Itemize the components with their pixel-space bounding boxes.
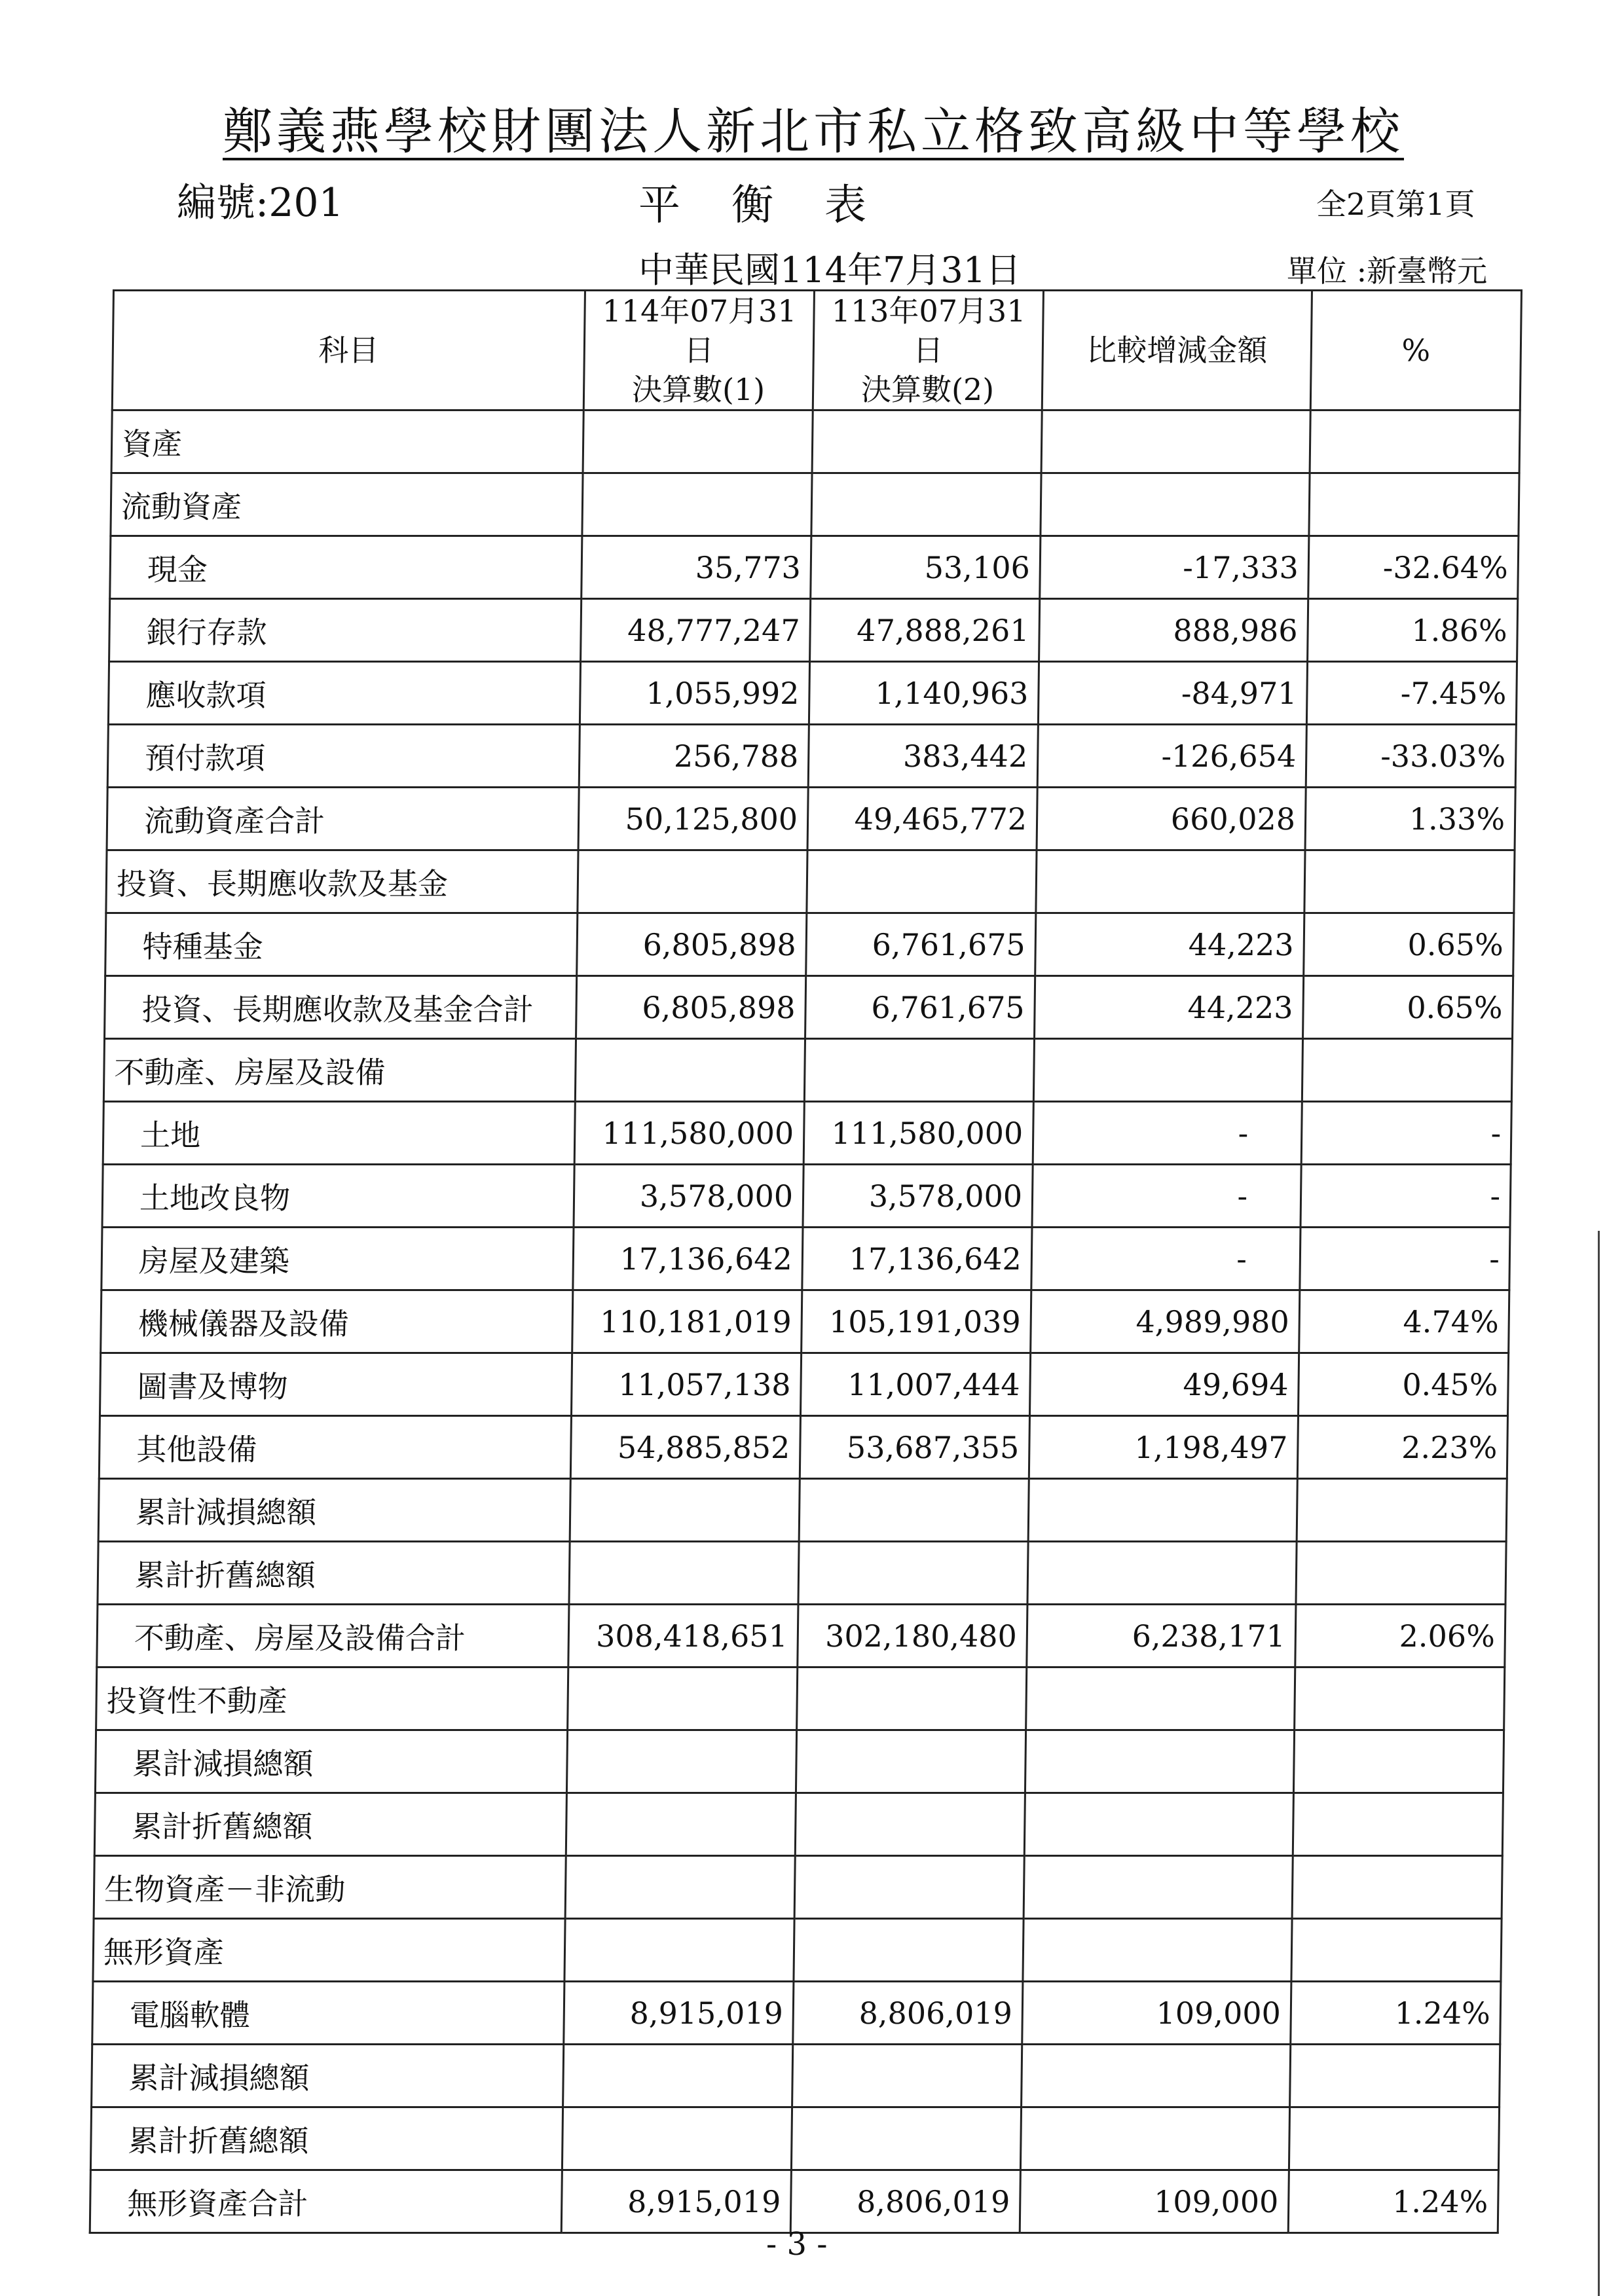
account-label: 其他設備 bbox=[99, 1416, 571, 1479]
account-label: 投資、長期應收款及基金合計 bbox=[105, 976, 577, 1039]
change-percent bbox=[1304, 850, 1515, 913]
balance-sheet-table bbox=[89, 289, 1522, 2234]
change-amount: 44,223 bbox=[1035, 913, 1304, 976]
value-2024 bbox=[794, 1856, 1024, 1919]
table-row bbox=[106, 850, 1515, 913]
change-amount: 660,028 bbox=[1037, 788, 1306, 850]
change-percent bbox=[1289, 2107, 1499, 2170]
value-2024: 47,888,261 bbox=[810, 599, 1040, 662]
account-label: 銀行存款 bbox=[109, 599, 581, 662]
account-label: 土地改良物 bbox=[102, 1165, 574, 1228]
account-label: 累計減損總額 bbox=[92, 2045, 564, 2107]
table-row bbox=[96, 1667, 1505, 1730]
value-2025 bbox=[565, 1856, 795, 1919]
value-2024 bbox=[794, 1919, 1024, 1982]
value-2024: 8,806,019 bbox=[790, 2170, 1020, 2233]
document-title: 鄭義燕學校財團法人新北市私立格致高級中等學校 bbox=[223, 102, 1404, 160]
change-percent: -32.64% bbox=[1308, 536, 1519, 599]
currency-unit: 單位 :新臺幣元 bbox=[1287, 253, 1488, 289]
change-amount: 44,223 bbox=[1035, 976, 1304, 1039]
account-label: 機械儀器及設備 bbox=[101, 1290, 573, 1353]
table-row bbox=[92, 1982, 1501, 2045]
change-amount: 888,986 bbox=[1039, 599, 1308, 662]
change-amount bbox=[1041, 410, 1310, 473]
account-label: 流動資產 bbox=[111, 473, 583, 536]
page-count: 全2頁第1頁 bbox=[1316, 187, 1475, 222]
value-2025: 48,777,247 bbox=[581, 599, 811, 662]
change-amount bbox=[1028, 1479, 1297, 1542]
change-percent bbox=[1295, 1667, 1505, 1730]
account-label: 投資、長期應收款及基金 bbox=[106, 850, 578, 913]
value-2025: 1,055,992 bbox=[580, 662, 809, 725]
change-percent bbox=[1290, 2045, 1500, 2107]
table-row bbox=[105, 976, 1513, 1039]
change-percent: -7.45% bbox=[1306, 662, 1517, 725]
value-2024: 49,465,772 bbox=[807, 788, 1037, 850]
table-row bbox=[97, 1605, 1505, 1667]
change-amount: - bbox=[1031, 1228, 1301, 1290]
change-amount bbox=[1041, 473, 1310, 536]
value-2025: 35,773 bbox=[581, 536, 811, 599]
change-percent: 0.65% bbox=[1303, 976, 1513, 1039]
change-amount bbox=[1024, 1793, 1293, 1856]
account-label: 累計減損總額 bbox=[98, 1479, 570, 1542]
change-percent bbox=[1310, 410, 1520, 473]
change-amount: -126,654 bbox=[1037, 725, 1306, 788]
value-2024: 6,761,675 bbox=[805, 976, 1035, 1039]
value-2025 bbox=[566, 1793, 796, 1856]
table-row bbox=[111, 473, 1519, 536]
table-row bbox=[95, 1730, 1504, 1793]
column-header: 科目 bbox=[112, 291, 585, 410]
value-2024: 1,140,963 bbox=[809, 662, 1039, 725]
table-row bbox=[102, 1165, 1511, 1228]
change-percent: 0.45% bbox=[1298, 1353, 1508, 1416]
value-2025 bbox=[563, 2045, 793, 2107]
account-label: 特種基金 bbox=[105, 913, 578, 976]
table-body bbox=[90, 410, 1520, 2233]
change-amount: -84,971 bbox=[1038, 662, 1307, 725]
value-2024 bbox=[798, 1542, 1028, 1605]
value-2025 bbox=[575, 1039, 805, 1102]
report-date: 中華民國114年7月31日 bbox=[638, 249, 1022, 291]
change-percent bbox=[1292, 1856, 1502, 1919]
table-row bbox=[100, 1353, 1508, 1416]
table-row bbox=[111, 410, 1520, 473]
table-row bbox=[94, 1856, 1502, 1919]
table-row bbox=[101, 1228, 1510, 1290]
change-percent: -33.03% bbox=[1306, 725, 1516, 788]
change-amount bbox=[1022, 2045, 1291, 2107]
change-percent: - bbox=[1301, 1102, 1511, 1165]
change-percent bbox=[1291, 1919, 1502, 1982]
change-amount: 1,198,497 bbox=[1029, 1416, 1298, 1479]
value-2025 bbox=[566, 1730, 796, 1793]
account-label: 無形資產 bbox=[93, 1919, 565, 1982]
account-label: 投資性不動產 bbox=[96, 1667, 568, 1730]
table-row bbox=[107, 788, 1515, 850]
table-row bbox=[107, 725, 1516, 788]
value-2025 bbox=[583, 410, 813, 473]
value-2024 bbox=[795, 1793, 1025, 1856]
change-percent bbox=[1309, 473, 1519, 536]
change-percent bbox=[1296, 1542, 1506, 1605]
table-row bbox=[92, 2045, 1500, 2107]
table-row bbox=[101, 1290, 1509, 1353]
value-2025: 111,580,000 bbox=[574, 1102, 804, 1165]
change-amount: 49,694 bbox=[1029, 1353, 1299, 1416]
account-label: 現金 bbox=[110, 536, 582, 599]
value-2024 bbox=[812, 410, 1042, 473]
change-amount bbox=[1025, 1730, 1294, 1793]
column-header: 114年07月31日 決算數(1) bbox=[583, 291, 814, 410]
table-row bbox=[98, 1542, 1506, 1605]
value-2025: 17,136,642 bbox=[573, 1228, 803, 1290]
value-2024: 3,578,000 bbox=[803, 1165, 1033, 1228]
value-2024 bbox=[807, 850, 1037, 913]
table-row bbox=[98, 1479, 1507, 1542]
account-label: 圖書及博物 bbox=[100, 1353, 572, 1416]
page-number: - 3 - bbox=[766, 2226, 828, 2263]
change-percent: - bbox=[1301, 1165, 1511, 1228]
table-row bbox=[103, 1039, 1512, 1102]
change-amount bbox=[1036, 850, 1305, 913]
table-row bbox=[110, 536, 1519, 599]
change-amount: 109,000 bbox=[1020, 2170, 1289, 2233]
table-header-row bbox=[112, 291, 1521, 410]
change-percent: 2.23% bbox=[1297, 1416, 1507, 1479]
value-2024: 11,007,444 bbox=[800, 1353, 1030, 1416]
table-row bbox=[109, 599, 1518, 662]
change-amount: 6,238,171 bbox=[1027, 1605, 1296, 1667]
account-label: 電腦軟體 bbox=[92, 1982, 564, 2045]
sheet-title: 平衡表 bbox=[638, 181, 917, 230]
change-amount bbox=[1027, 1542, 1297, 1605]
change-percent: 1.86% bbox=[1308, 599, 1518, 662]
change-percent bbox=[1297, 1479, 1507, 1542]
value-2025: 54,885,852 bbox=[570, 1416, 800, 1479]
binding-edge-line bbox=[1598, 1231, 1600, 2296]
value-2024: 383,442 bbox=[808, 725, 1038, 788]
value-2025: 11,057,138 bbox=[571, 1353, 801, 1416]
table-row bbox=[99, 1416, 1507, 1479]
account-label: 累計折舊總額 bbox=[94, 1793, 566, 1856]
account-label: 流動資產合計 bbox=[107, 788, 579, 850]
change-percent bbox=[1302, 1039, 1512, 1102]
value-2024: 105,191,039 bbox=[802, 1290, 1031, 1353]
value-2025: 256,788 bbox=[579, 725, 809, 788]
table-row bbox=[108, 662, 1517, 725]
value-2024: 53,687,355 bbox=[800, 1416, 1029, 1479]
value-2025 bbox=[578, 850, 807, 913]
change-amount: -17,333 bbox=[1040, 536, 1309, 599]
value-2025: 50,125,800 bbox=[578, 788, 808, 850]
value-2025: 3,578,000 bbox=[574, 1165, 803, 1228]
account-label: 無形資產合計 bbox=[90, 2170, 562, 2233]
value-2025: 308,418,651 bbox=[568, 1605, 798, 1667]
account-label: 資產 bbox=[111, 410, 583, 473]
account-label: 生物資產－非流動 bbox=[94, 1856, 566, 1919]
value-2025 bbox=[582, 473, 812, 536]
account-label: 累計折舊總額 bbox=[90, 2107, 563, 2170]
value-2025 bbox=[569, 1542, 799, 1605]
change-amount: 109,000 bbox=[1022, 1982, 1291, 2045]
account-label: 不動產、房屋及設備合計 bbox=[97, 1605, 569, 1667]
table-row bbox=[90, 2170, 1498, 2233]
value-2024 bbox=[792, 2045, 1022, 2107]
value-2025 bbox=[568, 1667, 798, 1730]
change-percent bbox=[1293, 1793, 1503, 1856]
column-header: 比較增減金額 bbox=[1042, 291, 1312, 410]
table-row bbox=[90, 2107, 1499, 2170]
column-header: 113年07月31日 決算數(2) bbox=[813, 291, 1043, 410]
change-amount bbox=[1033, 1039, 1302, 1102]
change-amount bbox=[1026, 1667, 1295, 1730]
change-amount: 4,989,980 bbox=[1031, 1290, 1300, 1353]
value-2025: 6,805,898 bbox=[577, 913, 807, 976]
change-amount bbox=[1024, 1856, 1293, 1919]
change-percent: 1.33% bbox=[1305, 788, 1515, 850]
column-header: % bbox=[1310, 291, 1521, 410]
account-label: 預付款項 bbox=[107, 725, 580, 788]
account-label: 累計折舊總額 bbox=[98, 1542, 570, 1605]
change-percent: - bbox=[1300, 1228, 1510, 1290]
table-row bbox=[93, 1919, 1502, 1982]
account-label: 累計減損總額 bbox=[95, 1730, 567, 1793]
change-percent: 1.24% bbox=[1288, 2170, 1498, 2233]
value-2025: 8,915,019 bbox=[561, 2170, 791, 2233]
change-amount: - bbox=[1033, 1102, 1302, 1165]
change-amount bbox=[1023, 1919, 1292, 1982]
value-2025: 110,181,019 bbox=[572, 1290, 802, 1353]
value-2024: 53,106 bbox=[811, 536, 1041, 599]
table-row bbox=[103, 1102, 1511, 1165]
value-2025 bbox=[570, 1479, 800, 1542]
change-percent: 0.65% bbox=[1304, 913, 1514, 976]
value-2024 bbox=[799, 1479, 1029, 1542]
account-label: 應收款項 bbox=[108, 662, 580, 725]
value-2025 bbox=[562, 2107, 792, 2170]
document-number: 編號:201 bbox=[177, 180, 344, 226]
value-2025: 8,915,019 bbox=[564, 1982, 794, 2045]
value-2025 bbox=[564, 1919, 794, 1982]
change-amount bbox=[1020, 2107, 1289, 2170]
change-percent: 4.74% bbox=[1299, 1290, 1509, 1353]
account-label: 不動產、房屋及設備 bbox=[103, 1039, 576, 1102]
table-row bbox=[105, 913, 1514, 976]
value-2024 bbox=[796, 1730, 1025, 1793]
change-percent bbox=[1293, 1730, 1504, 1793]
change-percent: 1.24% bbox=[1291, 1982, 1501, 2045]
value-2024 bbox=[811, 473, 1041, 536]
value-2024: 6,761,675 bbox=[806, 913, 1036, 976]
account-label: 土地 bbox=[103, 1102, 575, 1165]
table-row bbox=[94, 1793, 1503, 1856]
value-2025: 6,805,898 bbox=[576, 976, 806, 1039]
change-amount: - bbox=[1032, 1165, 1301, 1228]
value-2024: 302,180,480 bbox=[798, 1605, 1027, 1667]
change-percent: 2.06% bbox=[1295, 1605, 1505, 1667]
value-2024: 111,580,000 bbox=[803, 1102, 1033, 1165]
value-2024 bbox=[797, 1667, 1027, 1730]
value-2024 bbox=[791, 2107, 1021, 2170]
value-2024: 8,806,019 bbox=[793, 1982, 1023, 2045]
value-2024: 17,136,642 bbox=[802, 1228, 1032, 1290]
value-2024 bbox=[804, 1039, 1034, 1102]
account-label: 房屋及建築 bbox=[101, 1228, 574, 1290]
